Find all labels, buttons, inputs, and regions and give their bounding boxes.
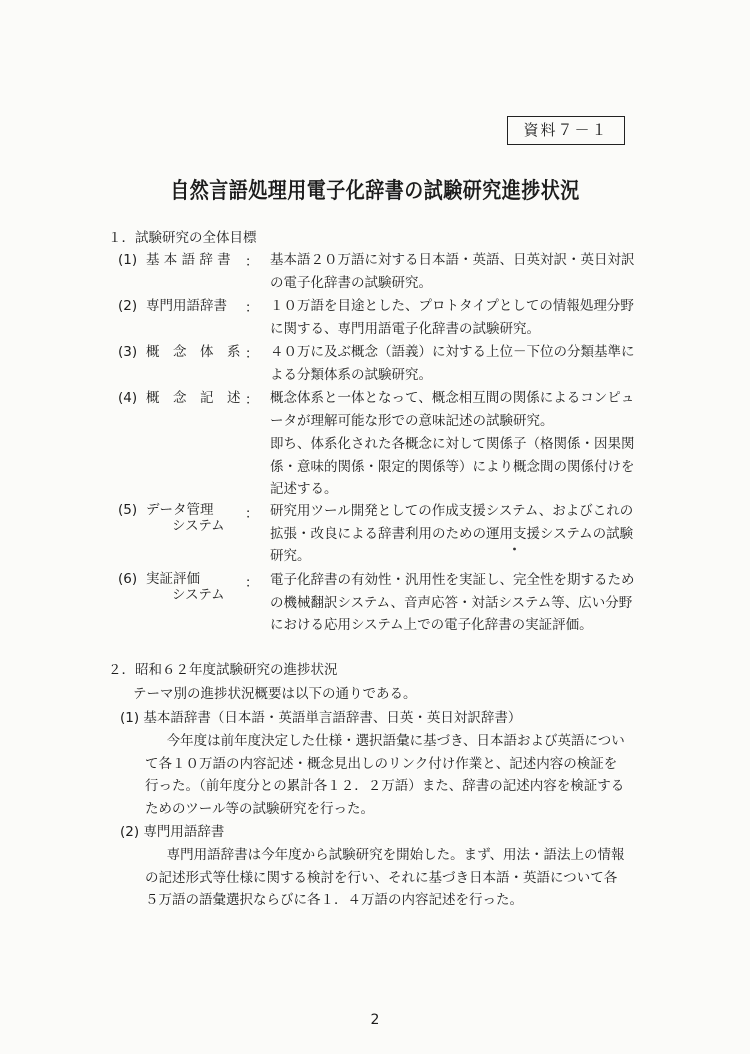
goal-item-number: (3) [118, 344, 138, 360]
subsection1-heading: (1) 基本語辞書（日本語・英語単言語辞書、日英・英日対訳辞書） [120, 710, 522, 726]
section1-heading: １．試験研究の全体目標 [108, 230, 257, 246]
goal-item-term: 専門用語辞書 [146, 298, 227, 314]
goal-item-term: 概 念 体 系 [146, 344, 241, 360]
goal-item-term-line2: システム [172, 587, 225, 603]
goal-item-colon: ： [245, 346, 259, 362]
subsection2-heading: (2) 専門用語辞書 [120, 824, 225, 840]
section2-intro: テーマ別の進捗状況概要は以下の通りである。 [133, 686, 417, 702]
subsection1-body: 今年度は前年度決定した仕様・選択語彙に基づき、日本語および英語について各１０万語の内容記述・概念見出しのリンク付け作業と、記述内容の検証を行った。（前年度分との累計各１２．２万語）また、辞書の記述内容を検証するためのツール等の試験研究を行った。 [145, 733, 625, 817]
document-title: 自然言語処理用電子化辞書の試験研究進捗状況 [170, 177, 580, 204]
goal-item-description: 研究用ツール開発としての作成支援システム、およびこれの拡張・改良による辞書利用のための運用支援システムの試験研究。 [270, 503, 634, 565]
page-number: 2 [370, 1012, 380, 1028]
goal-item-number: (6) [118, 571, 138, 587]
goal-item-colon: ： [245, 300, 259, 316]
goal-item-description-continued: 即ち、体系化された各概念に対して関係子（格関係・因果関係・意味的関係・限定的関係等）により概念間の関係付けを記述する。 [270, 436, 635, 498]
document-label-box: 資料７－１ [507, 116, 625, 145]
goal-item-number: (1) [118, 252, 138, 268]
goal-item-number: (4) [118, 390, 138, 406]
goal-item-term-line2: システム [172, 518, 225, 534]
goal-item-description: 概念体系と一体となって、概念相互間の関係によるコンピュータが理解可能な形での意味記述の試験研究。 [270, 390, 635, 429]
goal-item-colon: ： [245, 575, 259, 591]
goal-item-description: ４０万に及ぶ概念（語義）に対する上位－下位の分類基準による分類体系の試験研究。 [270, 344, 635, 383]
goal-item-term: データ管理 [146, 502, 214, 518]
goal-item-colon: ： [245, 506, 259, 522]
goal-item-term: 概 念 記 述 [146, 390, 241, 406]
goal-item-colon: ： [245, 254, 259, 270]
scan-speck-mark [512, 547, 517, 551]
goal-item-number: (5) [118, 502, 138, 518]
goal-item-term: 基 本 語 辞 書 [146, 252, 231, 268]
goal-item-description: 基本語２０万語に対する日本語・英語、日英対訳・英日対訳の電子化辞書の試験研究。 [270, 252, 635, 291]
goal-item-colon: ： [245, 392, 259, 408]
goal-item-description: １０万語を目途とした、プロトタイプとしての情報処理分野に関する、専門用語電子化辞書の試験研究。 [270, 298, 634, 337]
section2-heading: ２．昭和６２年度試験研究の進捗状況 [108, 662, 338, 678]
goal-item-description: 電子化辞書の有効性・汎用性を実証し、完全性を期するための機械翻訳システム、音声応答・対話システム等、広い分野における応用システム上での電子化辞書の実証評価。 [270, 572, 635, 634]
goal-item-number: (2) [118, 298, 138, 314]
subsection2-body: 専門用語辞書は今年度から試験研究を開始した。まず、用法・語法上の情報の記述形式等仕様に関する検討を行い、それに基づき日本語・英語について各５万語の語彙選択ならびに各１．４万語の内容記述を行った。 [145, 847, 625, 909]
goal-item-term: 実証評価 [146, 571, 200, 587]
